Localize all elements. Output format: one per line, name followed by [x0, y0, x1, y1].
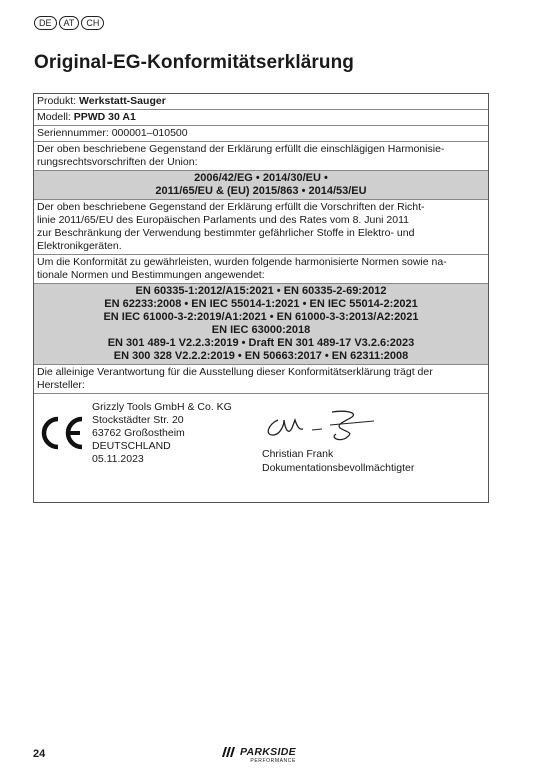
declaration-box	[33, 93, 489, 503]
signature-icon	[262, 408, 380, 444]
signer-name: Christian Frank	[262, 448, 334, 460]
text-line: Hersteller:	[37, 379, 85, 391]
responsibility-paragraph	[34, 365, 488, 394]
text-line: Um die Konformität zu gewährleisten, wurden folgende harmonisierte Normen sowie na-	[37, 256, 447, 268]
standard-line: EN 62233:2008 • EN IEC 55014-1:2021 • EN IEC 55014-2:2021	[104, 298, 418, 310]
product-label: Produkt:	[37, 95, 80, 107]
signer-block	[262, 447, 414, 475]
model-label: Modell:	[37, 111, 74, 123]
ce-mark-icon	[39, 416, 85, 450]
brand-subtitle: PERFORMANCE	[250, 758, 296, 764]
address-line: Grizzly Tools GmbH & Co. KG	[92, 401, 232, 413]
standard-line: EN 60335-1:2012/A15:2021 • EN 60335-2-69:2012	[135, 285, 387, 297]
standards-block	[34, 284, 488, 365]
page-title: Original-EG-Konformitätserklärung	[34, 52, 355, 73]
standard-line: EN IEC 61000-3-2:2019/A1:2021 • EN 61000-3-3:2013/A2:2021	[103, 311, 419, 323]
country-badge-de: DE	[34, 16, 57, 30]
address-line: DEUTSCHLAND	[92, 440, 171, 452]
manufacturer-address	[92, 401, 232, 466]
address-line: 63762 Großostheim	[92, 427, 185, 439]
brand-text	[240, 747, 296, 764]
product-row	[34, 94, 488, 110]
text-line: tionale Normen und Bestimmungen angewendet:	[37, 269, 265, 281]
rohs-paragraph	[34, 200, 488, 255]
brand-logo	[222, 747, 296, 764]
text-line: Die alleinige Verantwortung für die Ausstellung dieser Konformitätserklärung trägt der	[37, 366, 433, 378]
directives-block	[34, 171, 488, 200]
standard-line: EN 300 328 V2.2.2:2019 • EN 50663:2017 • EN 62311:2008	[113, 350, 409, 362]
text-line: Der oben beschriebene Gegenstand der Erklärung erfüllt die Vorschriften der Richt-	[37, 201, 425, 213]
serial-row: Seriennummer: 000001–010500	[34, 126, 488, 142]
standard-line: EN 301 489-1 V2.2.3:2019 • Draft EN 301 489-17 V3.2.6:2023	[107, 337, 415, 349]
brand-name: PARKSIDE	[240, 746, 296, 758]
text-line: linie 2011/65/EU des Europäischen Parlaments und des Rates vom 8. Juni 2011	[37, 214, 410, 226]
signer-role: Dokumentationsbevollmächtigter	[262, 462, 415, 474]
directive-line: 2006/42/EG • 2014/30/EU •	[194, 172, 328, 184]
model-value: PPWD 30 A1	[73, 111, 136, 123]
country-badge-at: AT	[59, 16, 80, 30]
country-badges	[34, 16, 104, 30]
intro-paragraph	[34, 142, 488, 171]
declaration-date: 05.11.2023	[92, 453, 144, 465]
standard-line: EN IEC 63000:2018	[211, 324, 311, 336]
model-row	[34, 110, 488, 126]
text-line: rungsrechtsvorschriften der Union:	[37, 156, 198, 168]
signature-section	[34, 394, 488, 494]
text-line: Elektronikgeräten.	[37, 240, 122, 252]
text-line: Der oben beschriebene Gegenstand der Erklärung erfüllt die einschlägigen Harmonisie-	[37, 143, 445, 155]
product-value: Werkstatt-Sauger	[79, 95, 166, 107]
page-number: 24	[33, 748, 46, 760]
address-line: Stockstädter Str. 20	[92, 414, 184, 426]
text-line: zur Beschränkung der Verwendung bestimmter gefährlicher Stoffe in Elektro- und	[37, 227, 415, 239]
standards-intro	[34, 255, 488, 284]
directive-line: 2011/65/EU & (EU) 2015/863 • 2014/53/EU	[155, 185, 367, 197]
brand-slashes-icon	[222, 747, 236, 757]
country-badge-ch: CH	[81, 16, 104, 30]
